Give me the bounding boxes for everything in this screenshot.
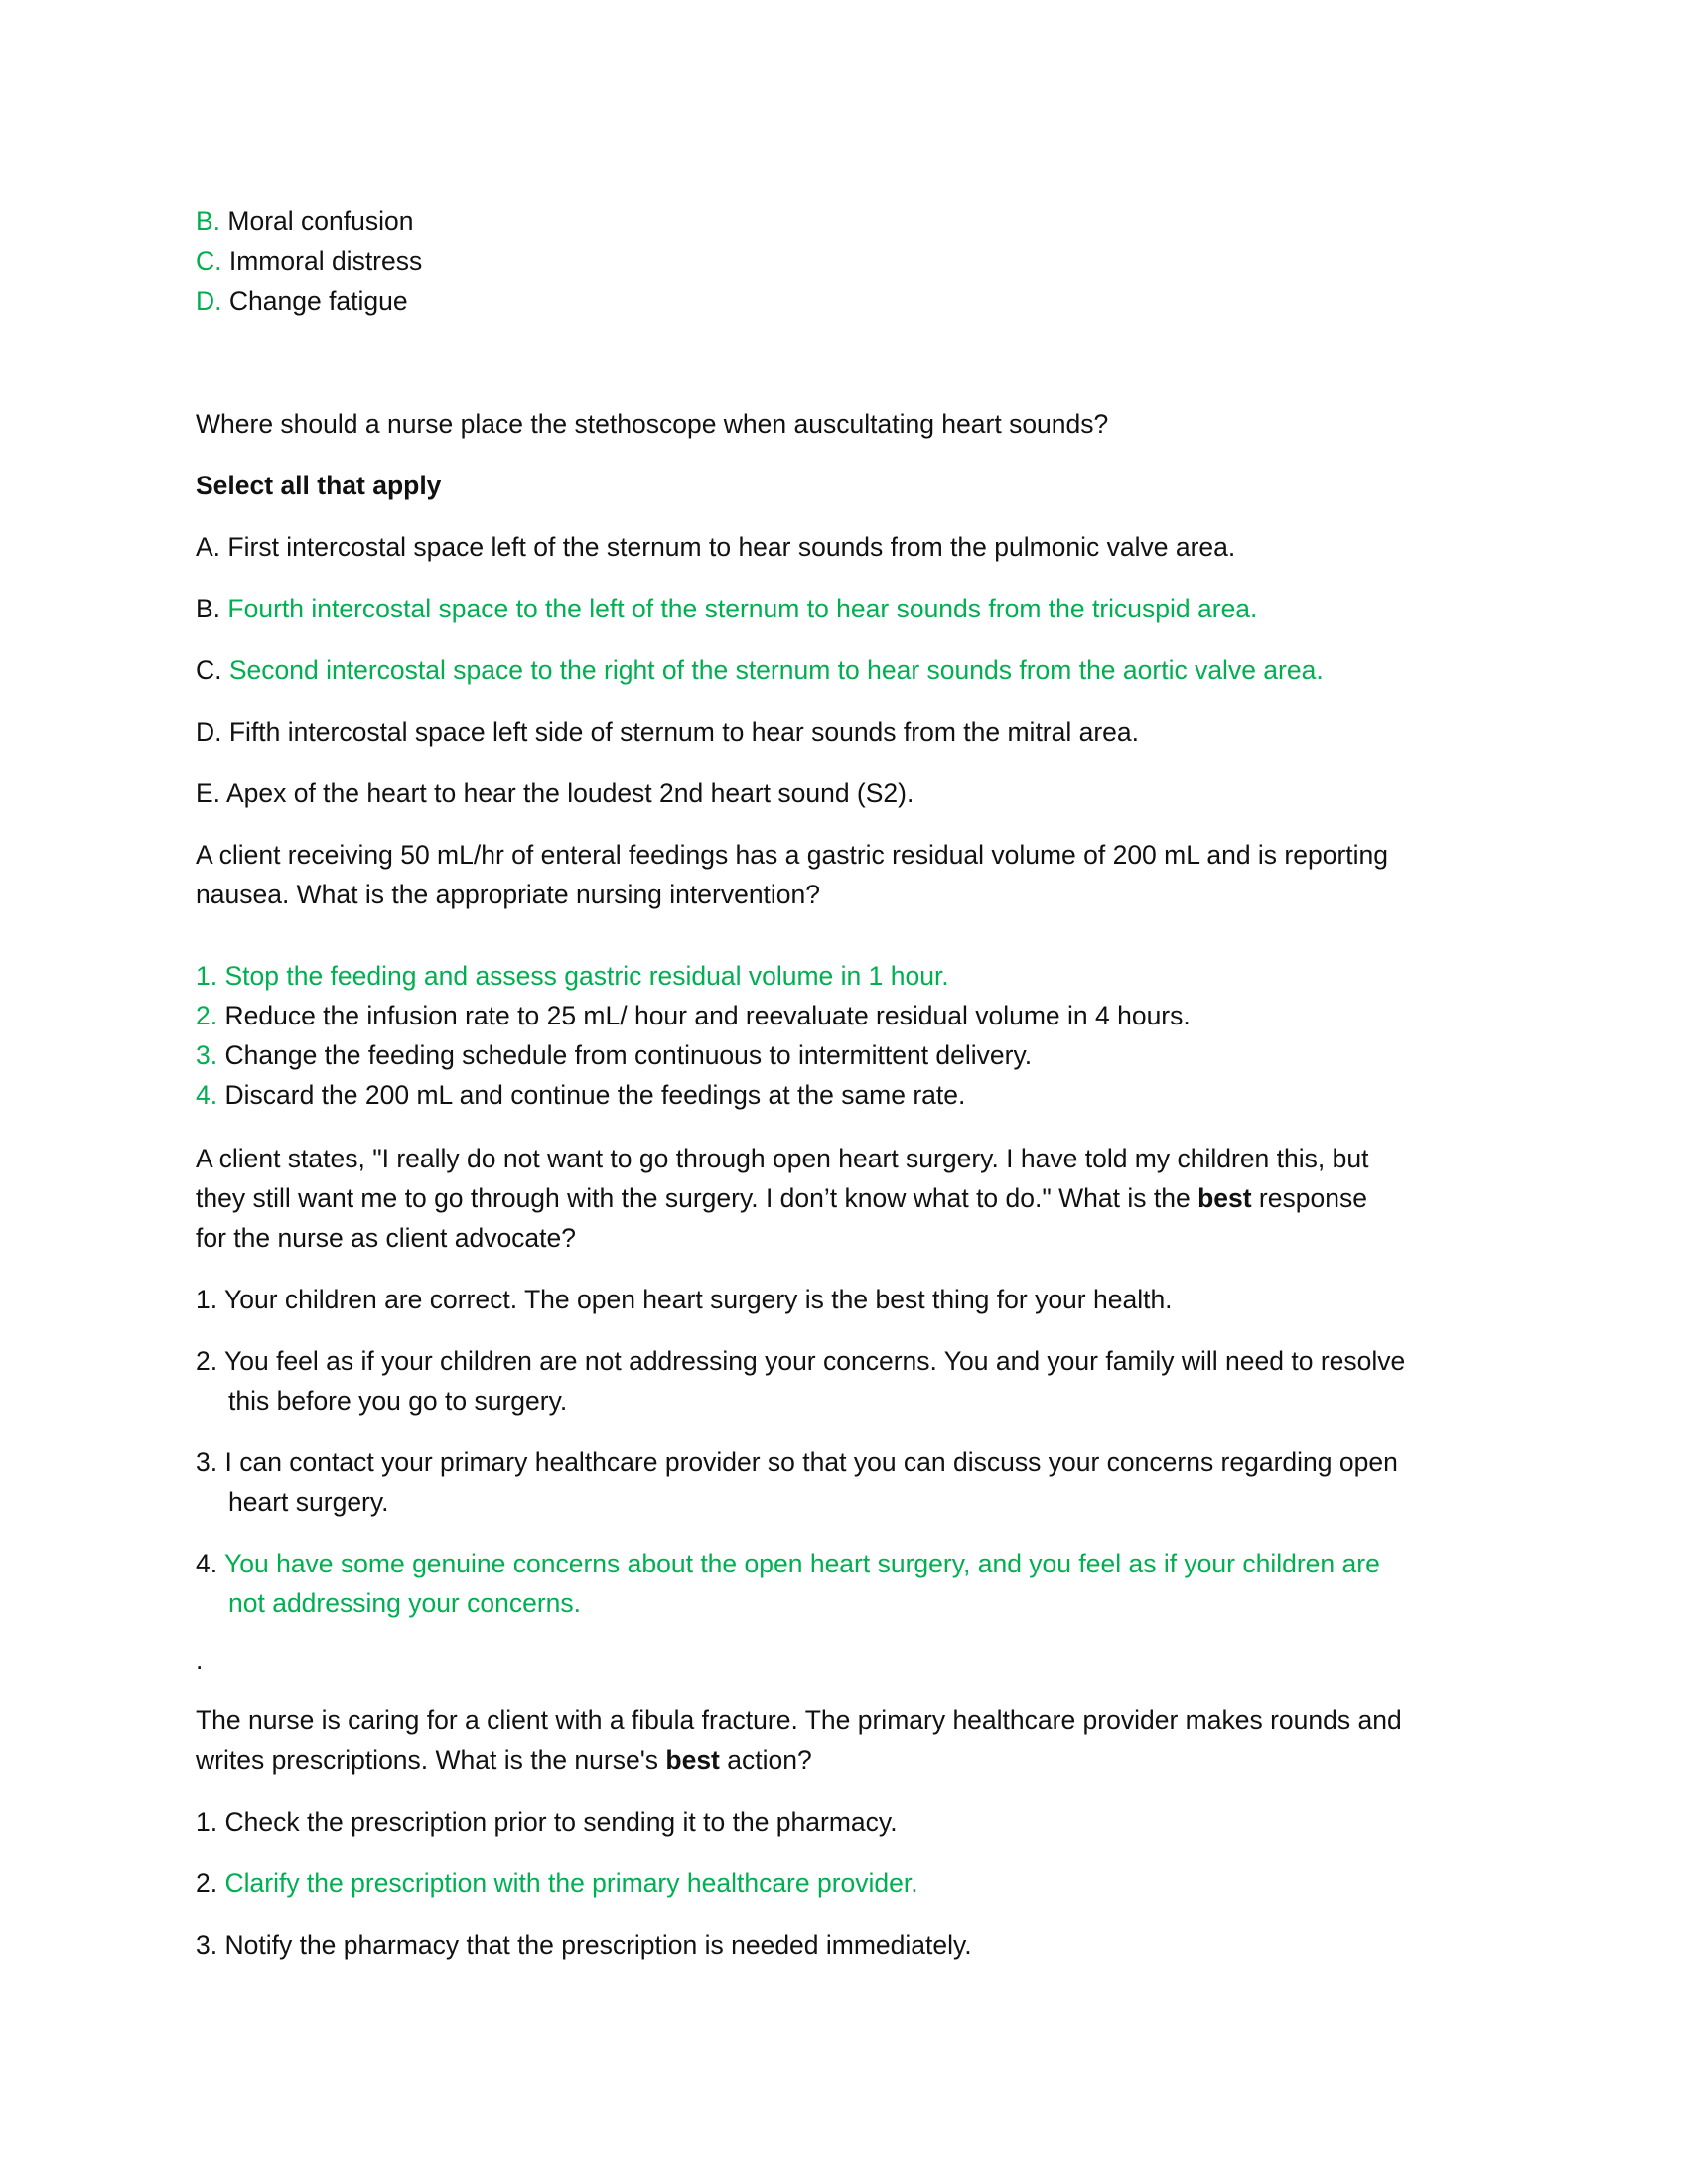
option-q2-1 bbox=[196, 956, 1499, 996]
option-q1-e bbox=[196, 773, 1499, 813]
option-q3-3 bbox=[196, 1442, 1499, 1482]
option-text: Notify the pharmacy that the prescription is needed immediately. bbox=[224, 1930, 972, 1960]
question-2-line-1: A client receiving 50 mL/hr of enteral feedings has a gastric residual volume of 200 mL and is reporting bbox=[196, 840, 1389, 870]
option-text: Reduce the infusion rate to 25 mL/ hour and reevaluate residual volume in 4 hours. bbox=[224, 1001, 1191, 1030]
option-q0-d bbox=[196, 281, 1499, 321]
option-q0-c bbox=[196, 241, 1499, 281]
option-letter: E. bbox=[196, 778, 221, 808]
question-1: Where should a nurse place the stethoscope when auscultating heart sounds? bbox=[196, 409, 1109, 439]
question-4-line-1: The nurse is caring for a client with a fibula fracture. The primary healthcare provider makes rounds and bbox=[196, 1706, 1402, 1735]
option-q0-b bbox=[196, 202, 1499, 241]
option-q2-3 bbox=[196, 1035, 1499, 1075]
question-2-line-2: nausea. What is the appropriate nursing intervention? bbox=[196, 880, 821, 909]
option-letter: C. bbox=[196, 246, 222, 276]
select-all-instruction: Select all that apply bbox=[196, 471, 442, 500]
option-q3-2 bbox=[196, 1341, 1499, 1381]
question-4-text: writes prescriptions. What is the nurse's bbox=[196, 1745, 666, 1775]
option-letter: C. bbox=[196, 655, 222, 685]
option-text: Change fatigue bbox=[228, 286, 408, 316]
option-q4-2 bbox=[196, 1863, 1499, 1903]
option-text: Fourth intercostal space to the left of the sternum to hear sounds from the tricuspid area. bbox=[227, 594, 1258, 623]
option-q2-4 bbox=[196, 1075, 1499, 1115]
option-q3-1 bbox=[196, 1280, 1499, 1319]
question-4-text: action? bbox=[719, 1745, 812, 1775]
option-text: I can contact your primary healthcare provider so that you can discuss your concerns regarding open bbox=[224, 1447, 1398, 1477]
option-q1-c bbox=[196, 650, 1499, 690]
question-3-line-1: A client states, "I really do not want to go through open heart surgery. I have told my children this, but bbox=[196, 1144, 1369, 1173]
emphasis-best: best bbox=[1197, 1183, 1252, 1213]
option-letter: D. bbox=[196, 286, 222, 316]
option-letter: A. bbox=[196, 532, 221, 562]
option-q4-1 bbox=[196, 1802, 1499, 1842]
option-q3-4-cont: not addressing your concerns. bbox=[228, 1588, 582, 1618]
option-letter: D. bbox=[196, 717, 222, 747]
option-text: Moral confusion bbox=[227, 206, 414, 236]
option-number: 4. bbox=[196, 1549, 218, 1578]
option-text: Fifth intercostal space left side of sternum to hear sounds from the mitral area. bbox=[228, 717, 1140, 747]
option-q1-a bbox=[196, 527, 1499, 567]
option-number: 2. bbox=[196, 1868, 218, 1898]
emphasis-best: best bbox=[665, 1745, 720, 1775]
option-text: You feel as if your children are not addressing your concerns. You and your family will need to resolve bbox=[224, 1346, 1406, 1376]
option-number: 4. bbox=[196, 1080, 218, 1110]
option-text: Stop the feeding and assess gastric residual volume in 1 hour. bbox=[224, 961, 949, 991]
option-q3-4 bbox=[196, 1544, 1499, 1583]
option-text: Discard the 200 mL and continue the feedings at the same rate. bbox=[224, 1080, 966, 1110]
option-q1-b bbox=[196, 589, 1499, 628]
option-number: 2. bbox=[196, 1346, 218, 1376]
option-text: First intercostal space left of the sternum to hear sounds from the pulmonic valve area. bbox=[227, 532, 1236, 562]
option-text: Second intercostal space to the right of the sternum to hear sounds from the aortic valve area. bbox=[228, 655, 1324, 685]
question-4-line-2 bbox=[196, 1740, 1499, 1780]
option-text: You have some genuine concerns about the open heart surgery, and you feel as if your children are bbox=[224, 1549, 1380, 1578]
option-letter: B. bbox=[196, 594, 221, 623]
option-text: Apex of the heart to hear the loudest 2nd heart sound (S2). bbox=[225, 778, 914, 808]
option-number: 1. bbox=[196, 961, 218, 991]
option-q2-2 bbox=[196, 996, 1499, 1035]
option-number: 3. bbox=[196, 1930, 218, 1960]
option-q1-d bbox=[196, 712, 1499, 751]
option-text: Clarify the prescription with the primary healthcare provider. bbox=[224, 1868, 918, 1898]
option-text: Change the feeding schedule from continuous to intermittent delivery. bbox=[224, 1040, 1033, 1070]
option-number: 3. bbox=[196, 1040, 218, 1070]
option-number: 2. bbox=[196, 1001, 218, 1030]
question-3-text: response bbox=[1251, 1183, 1367, 1213]
option-number: 1. bbox=[196, 1285, 218, 1314]
question-3-text: they still want me to go through with the surgery. I don’t know what to do." What is the bbox=[196, 1183, 1198, 1213]
question-3-line-2 bbox=[196, 1178, 1499, 1218]
option-q3-2-cont: this before you go to surgery. bbox=[228, 1386, 568, 1416]
option-text: Check the prescription prior to sending it to the pharmacy. bbox=[224, 1807, 898, 1837]
option-q3-3-cont: heart surgery. bbox=[228, 1487, 389, 1517]
stray-dot: . bbox=[196, 1645, 204, 1675]
option-number: 3. bbox=[196, 1447, 218, 1477]
option-text: Your children are correct. The open heart surgery is the best thing for your health. bbox=[224, 1285, 1173, 1314]
question-3-line-3: for the nurse as client advocate? bbox=[196, 1223, 577, 1253]
option-text: Immoral distress bbox=[228, 246, 423, 276]
option-letter: B. bbox=[196, 206, 221, 236]
option-number: 1. bbox=[196, 1807, 218, 1837]
option-q4-3 bbox=[196, 1925, 1499, 1965]
